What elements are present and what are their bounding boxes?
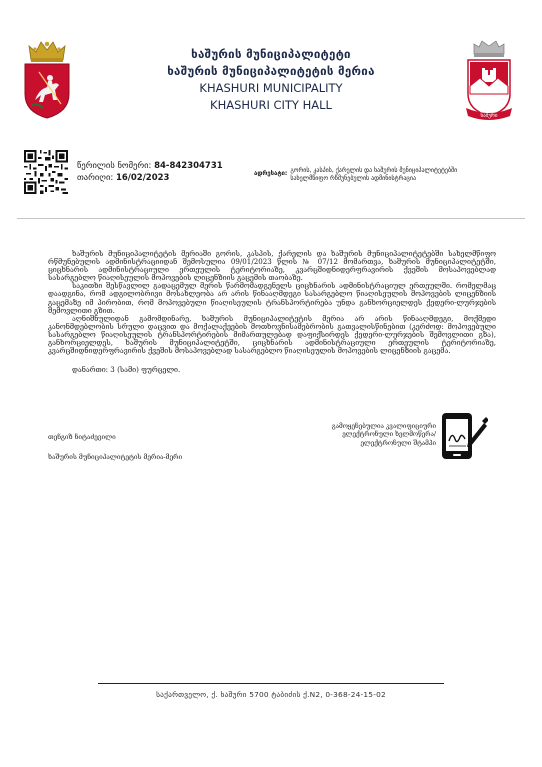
municipality-title-ka: ხაშურის მუნიციპალიტეტი (191, 47, 351, 61)
header-divider (17, 218, 525, 219)
addressee-label: ადრესატი: (254, 170, 288, 177)
body-paragraph-3: აღნიშნულიდან გამომდინარე, ხაშურის მუნიციპალიტეტის მერია არ არის წინააღმდეგი, მოქმედი კანონმდებლობის სრული დაცვით და მოქალაქეების მოთხოვნისამებრობის გათვალისწინებით (კერძოდ: მოპოვებული სასარგებლო წიაღისეულის ტრანსპორტირების მიმართულებად დაფიქსირდეს ქედერი-ლურჯების შემოვლითი გზა), განხორციელდეს, ხაშურის მუნიციპალიტეტში, ციცხნარის ადმინისტრაციული ერთეულის ტერიტორიაზე, კვარცშიდნიდერფრავირის ქვეშის მოსაპოვებლად სასარგებლო წიაღისეულის მოპოვების ლიცენზიის გაცემა. (48, 313, 496, 356)
signer-name: თენგიზ ნიტაძევილი (48, 433, 116, 441)
georgia-coat-of-arms-icon (17, 38, 77, 120)
letter-number-row (77, 160, 223, 172)
registration-block (77, 160, 223, 184)
letter-date-label: თარიღი: (77, 173, 114, 183)
municipality-title-en: KHASHURI MUNICIPALITY (199, 81, 343, 95)
addressee-line-2: სახელმწიფო რწმუნებულის ადმინისტრაცია (290, 175, 416, 182)
qr-code-icon (24, 150, 68, 194)
addressee-block (254, 167, 530, 183)
letter-date-value: 16/02/2023 (115, 173, 170, 183)
esign-line-3: ელექტრონული შტამპი (360, 439, 436, 447)
khashuri-coat-of-arms-icon (462, 38, 516, 122)
addressee-value (290, 167, 530, 183)
body-paragraph-1: ხაშურის მუნიციპალიტეტის მერიაში გორის, კასპის, ქარელის და ხაშურის მუნიციპალიტეტებში სახელმწიფო რწმუნებულის ადმინისტრაციიდან შემოსულია 09/01/2023 წლის № 07/12 მომართვა, ხაშურის მუნიციპალიტეტში, ციცხნარის ადმინისტრაციული ერთეულის ტერიტორიაზე, კვარცშიდნიდერფრავირის ქვეშის მოსაპოვებლად სასარგებლო წიაღისეულის მოპოვების ლიცენზიის გაცემის თაობაზე. (48, 249, 496, 283)
footer-address: საქართველო, ქ. ხაშური 5700 ტაბიძის ქ.N2, 0-368-24-15-02 (156, 690, 386, 699)
organization-header (130, 46, 412, 114)
electronic-signature-note (312, 423, 436, 448)
body-paragraph-2: საკითხი შესწავლილ გადაცემულ მერის წარმომადგენელს ციცხნარის ადმინისტრაციულ ერთეულში. რომელმაც დაადგინა, რომ ადგილობრივი მოსახლეობა არ არის წინააღმდეგი სასარგებლო წიაღისეულის მოპოვების ლიცენზიის გაცემაზე იმ პირობით, რომ მოპოვებული წიაღისეულის ტრანსპორტირება უნდა განხორციელდეს ქედერი-ლურჯების შემოვლითი გზით. (48, 281, 496, 315)
esign-line-1: გამოყენებულია კვალიფიციური (331, 423, 436, 430)
letter-number-label: წერილის ნომერი: (77, 161, 152, 171)
electronic-signature-icon (440, 411, 488, 463)
attachment-note: დანართი: 3 (სამი) ფურცელი. (72, 365, 181, 375)
footer-divider (98, 683, 444, 684)
addressee-line-1: გორის, კასპის, ქარელის და ხაშურის მუნიციპალიტეტებში (290, 167, 458, 174)
emblem-ribbon-label: ხაშური (480, 113, 498, 119)
letter-date-row (77, 172, 223, 184)
letter-body (48, 250, 496, 374)
letter-number-value: 84-842304731 (154, 161, 223, 171)
city-hall-title-en: KHASHURI CITY HALL (210, 98, 332, 112)
city-hall-title-ka: ხაშურის მუნიციპალიტეტის მერია (167, 64, 375, 78)
esign-line-2: ელექტრონული ხელმოწერა/ (342, 431, 436, 439)
signer-title: ხაშურის მუნიციპალიტეტის მერია-მერი (48, 453, 183, 461)
